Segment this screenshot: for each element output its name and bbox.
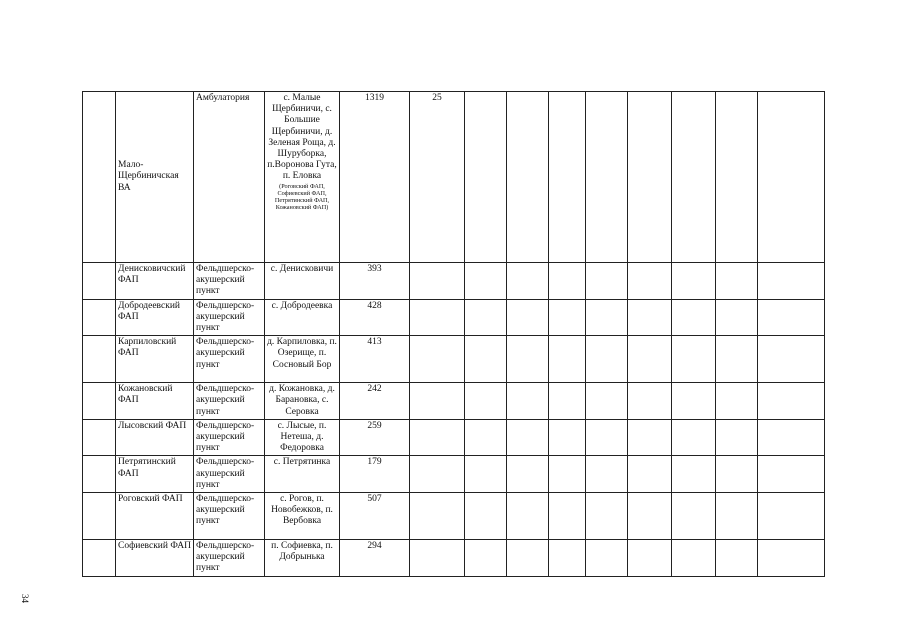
row-index-cell [83,456,116,493]
facility-type-cell [194,263,265,300]
population: 294 [367,541,382,552]
locations: с. Малые Щербиничи, с. Большие Щербиничи, д. Зеленая Роща, д. Шуруборка, п.Воронова Гута, п. Еловка [267,93,337,182]
facility-type: Фельдшерско-акушерский пункт [196,264,255,297]
population-cell [340,299,410,336]
facility-name: Петрятинский ФАП [118,457,176,479]
facility-type-cell [194,419,265,456]
locations-cell [265,336,340,383]
locations-cell [265,456,340,493]
empty-cell [628,299,672,336]
empty-cell [716,540,758,577]
empty-cell [628,92,672,263]
facility-name: Карпиловский ФАП [118,337,177,359]
facility-type: Амбулатория [196,93,250,103]
facility-name: Кожановский ФАП [118,384,173,406]
row-index-cell [83,540,116,577]
locations: с. Добродеевка [271,300,333,311]
empty-cell [549,263,586,300]
locations: д. Кожановка, д. Барановка, с. Серовка [269,384,335,417]
empty-cell [586,493,628,540]
facility-name-cell [116,383,194,420]
empty-cell [465,336,507,383]
table-row [83,336,825,383]
table-row [83,540,825,577]
table-row [83,299,825,336]
empty-cell [672,299,716,336]
population-cell [340,383,410,420]
facility-name-cell [116,92,194,263]
row-index-cell [83,92,116,263]
population: 179 [367,457,382,468]
empty-cell [586,92,628,263]
locations-cell [265,540,340,577]
empty-cell [716,336,758,383]
empty-cell [549,299,586,336]
empty-cell [586,336,628,383]
facility-type-cell [194,493,265,540]
locations: п. Софиевка, п. Добрынька [271,541,333,563]
locations: с. Петрятинка [273,457,331,468]
facility-name: Мало-Щербиничская ВА [118,160,179,193]
table-row [83,92,825,263]
facilities-table [82,91,825,577]
empty-cell [716,92,758,263]
empty-cell [758,263,825,300]
empty-cell [758,419,825,456]
empty-cell [758,299,825,336]
empty-cell [672,92,716,263]
empty-cell [716,299,758,336]
facility-name: Софиевский ФАП [118,541,191,552]
empty-cell [549,92,586,263]
facility-type: Фельдшерско-акушерский пункт [196,541,255,574]
facility-type-cell [194,299,265,336]
empty-cell [586,540,628,577]
empty-cell [672,336,716,383]
facility-type-cell [194,336,265,383]
facility-name: Лысовский ФАП [118,420,187,431]
population: 1319 [365,93,384,103]
locations-cell [265,92,340,263]
empty-cell [586,419,628,456]
empty-cell [549,383,586,420]
extra-cell [410,92,465,263]
locations-note: (Роговский ФАП, Софиевский ФАП, Петрятинский ФАП, Кожановский ФАП) [274,182,330,212]
locations: с. Денисковичи [270,264,334,274]
empty-cell [507,540,549,577]
locations-cell [265,263,340,300]
empty-cell [628,383,672,420]
facility-name-cell [116,263,194,300]
empty-cell [628,493,672,540]
table-row [83,456,825,493]
population-cell [340,456,410,493]
empty-cell [672,263,716,300]
facility-name: Денисковичский ФАП [118,264,186,286]
facility-name-cell [116,419,194,456]
empty-cell [672,419,716,456]
empty-cell [507,263,549,300]
page-number: 34 [20,594,30,603]
facility-name: Добродеевский ФАП [118,300,180,322]
empty-cell [507,299,549,336]
facility-name-cell [116,540,194,577]
extra-cell [410,383,465,420]
extra-cell [410,456,465,493]
locations-cell [265,299,340,336]
empty-cell [716,419,758,456]
population-cell [340,263,410,300]
locations-cell [265,493,340,540]
locations-cell [265,383,340,420]
empty-cell [549,419,586,456]
empty-cell [672,383,716,420]
facility-type-cell [194,456,265,493]
empty-cell [628,263,672,300]
empty-cell [758,336,825,383]
empty-cell [465,383,507,420]
empty-cell [758,493,825,540]
locations-cell [265,419,340,456]
population-cell [340,493,410,540]
locations: с. Лысые, п. Нетеша, д. Федоровка [277,420,327,454]
empty-cell [465,493,507,540]
empty-cell [507,383,549,420]
empty-cell [507,336,549,383]
population-cell [340,419,410,456]
locations: с. Рогов, п. Новобежков, п. Вербовка [271,494,333,527]
empty-cell [507,456,549,493]
row-index-cell [83,336,116,383]
empty-cell [628,419,672,456]
empty-cell [628,336,672,383]
extra-cell [410,419,465,456]
facility-type: Фельдшерско-акушерский пункт [196,384,255,417]
row-index-cell [83,263,116,300]
extra-cell [410,263,465,300]
empty-cell [716,456,758,493]
empty-cell [465,456,507,493]
extra-cell [410,540,465,577]
facility-type: Фельдшерско-акушерский пункт [196,420,255,454]
population: 413 [367,337,382,348]
empty-cell [465,92,507,263]
empty-cell [465,299,507,336]
population: 393 [367,264,382,274]
facility-type: Фельдшерско-акушерский пункт [196,300,255,334]
row-index-cell [83,383,116,420]
population: 259 [367,420,382,431]
extra-value: 25 [432,93,442,103]
empty-cell [586,299,628,336]
empty-cell [465,540,507,577]
empty-cell [672,540,716,577]
facility-name-cell [116,456,194,493]
population-cell [340,540,410,577]
facility-name-cell [116,493,194,540]
table-row [83,383,825,420]
empty-cell [628,540,672,577]
empty-cell [549,456,586,493]
empty-cell [549,540,586,577]
empty-cell [586,456,628,493]
table-row [83,493,825,540]
empty-cell [758,383,825,420]
extra-cell [410,299,465,336]
extra-cell [410,336,465,383]
population-cell [340,92,410,263]
facility-type-cell [194,540,265,577]
empty-cell [758,540,825,577]
facility-type: Фельдшерско-акушерский пункт [196,457,255,490]
empty-cell [628,456,672,493]
table-row [83,419,825,456]
facility-type: Фельдшерско-акушерский пункт [196,337,255,370]
empty-cell [716,263,758,300]
empty-cell [507,419,549,456]
row-index-cell [83,493,116,540]
population: 242 [367,384,382,395]
facility-name-cell [116,336,194,383]
table-row [83,263,825,300]
facility-name-cell [116,299,194,336]
empty-cell [507,92,549,263]
empty-cell [716,383,758,420]
extra-cell [410,493,465,540]
row-index-cell [83,419,116,456]
facility-name: Роговский ФАП [118,494,183,505]
empty-cell [586,263,628,300]
row-index-cell [83,299,116,336]
population-cell [340,336,410,383]
empty-cell [465,419,507,456]
empty-cell [716,493,758,540]
empty-cell [758,456,825,493]
empty-cell [586,383,628,420]
empty-cell [507,493,549,540]
empty-cell [672,493,716,540]
empty-cell [549,336,586,383]
empty-cell [549,493,586,540]
population: 428 [367,300,382,311]
locations: д. Карпиловка, п. Озерище, п. Сосновый Бор [267,337,337,370]
facility-type: Фельдшерско-акушерский пункт [196,494,255,527]
facility-type-cell [194,92,265,263]
population: 507 [367,494,382,505]
empty-cell [758,92,825,263]
facility-type-cell [194,383,265,420]
empty-cell [672,456,716,493]
empty-cell [465,263,507,300]
